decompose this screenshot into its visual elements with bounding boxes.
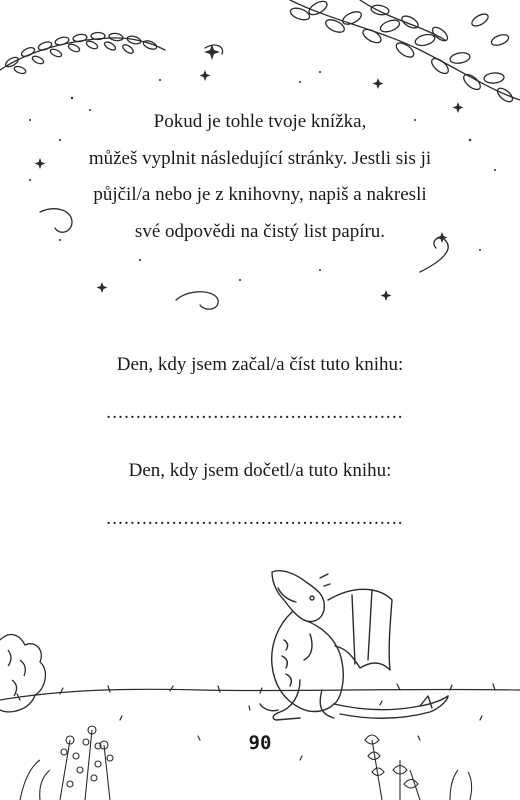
intro-paragraph: [40, 104, 480, 250]
start-date-blank: ..................................................: [106, 402, 404, 423]
intro-line: můžeš vyplnit následující stránky. Jestli sis ji: [88, 147, 432, 169]
end-date-blank: ..................................................: [106, 508, 404, 529]
page-number: 90: [248, 732, 272, 754]
swirl-icon: [176, 292, 218, 309]
intro-line: půjčil/a nebo je z knihovny, napiš a nakresli: [93, 184, 427, 205]
end-date-label: Den, kdy jsem dočetl/a tuto knihu:: [128, 460, 392, 481]
leafy-vine-icon: [0, 33, 165, 75]
bush-icon: [0, 635, 45, 712]
leafy-vine-icon: [289, 0, 520, 104]
intro-line: své odpovědi na čistý list papíru.: [134, 220, 386, 242]
dragon-icon: [260, 571, 448, 720]
intro-line: Pokud je tohle tvoje knížka,: [153, 111, 367, 132]
start-date-label: Den, kdy jsem začal/a číst tuto knihu:: [116, 354, 404, 375]
